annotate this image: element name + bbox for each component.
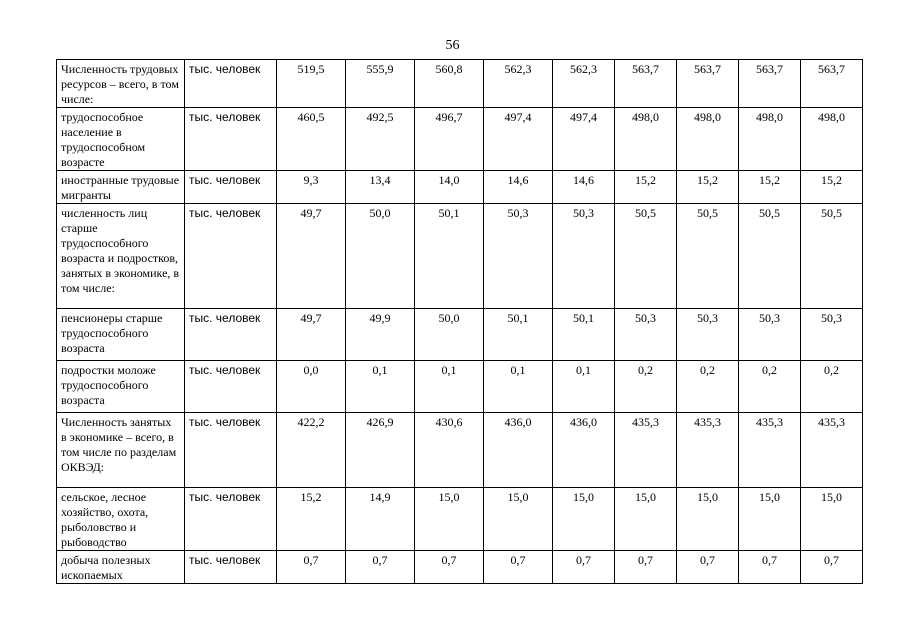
value-cell: 0,7	[739, 551, 801, 584]
value-cell: 15,2	[277, 488, 346, 551]
unit-cell: тыс. человек	[185, 60, 277, 108]
value-cell: 49,7	[277, 309, 346, 361]
unit-cell: тыс. человек	[185, 108, 277, 171]
value-cell: 435,3	[677, 413, 739, 488]
value-cell: 14,6	[553, 171, 615, 204]
page-number: 56	[445, 38, 460, 53]
table-row	[57, 108, 863, 171]
value-cell: 0,1	[346, 361, 415, 413]
value-cell: 498,0	[615, 108, 677, 171]
value-cell: 563,7	[739, 60, 801, 108]
value-cell: 460,5	[277, 108, 346, 171]
table-row	[57, 361, 863, 413]
value-cell: 562,3	[484, 60, 553, 108]
value-cell: 430,6	[415, 413, 484, 488]
unit-cell: тыс. человек	[185, 413, 277, 488]
value-cell: 0,7	[346, 551, 415, 584]
value-cell: 0,1	[553, 361, 615, 413]
value-cell: 15,0	[801, 488, 863, 551]
value-cell: 49,7	[277, 204, 346, 309]
value-cell: 0,7	[615, 551, 677, 584]
value-cell: 435,3	[615, 413, 677, 488]
value-cell: 15,0	[677, 488, 739, 551]
value-cell: 50,3	[801, 309, 863, 361]
value-cell: 50,3	[615, 309, 677, 361]
value-cell: 50,5	[739, 204, 801, 309]
value-cell: 50,0	[415, 309, 484, 361]
value-cell: 15,2	[801, 171, 863, 204]
value-cell: 436,0	[553, 413, 615, 488]
table-row	[57, 551, 863, 584]
value-cell: 498,0	[677, 108, 739, 171]
value-cell: 50,3	[677, 309, 739, 361]
table-row	[57, 488, 863, 551]
indicator-cell: численность лиц старше трудоспособного возраста и подростков, занятых в экономике, в том числе:	[57, 204, 185, 309]
indicator-cell: пенсионеры старше трудоспособного возраста	[57, 309, 185, 361]
value-cell: 14,0	[415, 171, 484, 204]
table-row	[57, 171, 863, 204]
value-cell: 0,7	[677, 551, 739, 584]
value-cell: 15,0	[553, 488, 615, 551]
value-cell: 436,0	[484, 413, 553, 488]
value-cell: 563,7	[615, 60, 677, 108]
value-cell: 492,5	[346, 108, 415, 171]
value-cell: 50,5	[677, 204, 739, 309]
value-cell: 50,3	[484, 204, 553, 309]
value-cell: 0,1	[415, 361, 484, 413]
value-cell: 14,6	[484, 171, 553, 204]
indicator-cell: иностранные трудовые мигранты	[57, 171, 185, 204]
indicator-cell: добыча полезных ископаемых	[57, 551, 185, 584]
value-cell: 0,0	[277, 361, 346, 413]
table-row	[57, 309, 863, 361]
value-cell: 0,7	[484, 551, 553, 584]
value-cell: 426,9	[346, 413, 415, 488]
value-cell: 560,8	[415, 60, 484, 108]
unit-cell: тыс. человек	[185, 309, 277, 361]
value-cell: 15,2	[677, 171, 739, 204]
value-cell: 50,5	[615, 204, 677, 309]
value-cell: 498,0	[739, 108, 801, 171]
value-cell: 563,7	[677, 60, 739, 108]
value-cell: 497,4	[553, 108, 615, 171]
value-cell: 50,0	[346, 204, 415, 309]
value-cell: 435,3	[801, 413, 863, 488]
unit-cell: тыс. человек	[185, 204, 277, 309]
value-cell: 50,1	[484, 309, 553, 361]
value-cell: 13,4	[346, 171, 415, 204]
data-table	[56, 59, 863, 584]
value-cell: 0,7	[277, 551, 346, 584]
unit-cell: тыс. человек	[185, 171, 277, 204]
value-cell: 15,2	[739, 171, 801, 204]
value-cell: 50,5	[801, 204, 863, 309]
table-row	[57, 204, 863, 309]
value-cell: 0,7	[801, 551, 863, 584]
value-cell: 563,7	[801, 60, 863, 108]
value-cell: 15,0	[615, 488, 677, 551]
value-cell: 9,3	[277, 171, 346, 204]
value-cell: 497,4	[484, 108, 553, 171]
value-cell: 14,9	[346, 488, 415, 551]
value-cell: 50,3	[553, 204, 615, 309]
value-cell: 50,1	[415, 204, 484, 309]
table-body	[57, 60, 863, 584]
indicator-cell: сельское, лесное хозяйство, охота, рыболовство и рыбоводство	[57, 488, 185, 551]
table-row	[57, 413, 863, 488]
unit-cell: тыс. человек	[185, 488, 277, 551]
value-cell: 15,2	[615, 171, 677, 204]
value-cell: 562,3	[553, 60, 615, 108]
indicator-cell: подростки моложе трудоспособного возраста	[57, 361, 185, 413]
indicator-cell: трудоспособное население в трудоспособном возрасте	[57, 108, 185, 171]
indicator-cell: Численность занятых в экономике – всего, в том числе по разделам ОКВЭД:	[57, 413, 185, 488]
value-cell: 50,3	[739, 309, 801, 361]
value-cell: 555,9	[346, 60, 415, 108]
value-cell: 498,0	[801, 108, 863, 171]
table-row	[57, 60, 863, 108]
value-cell: 435,3	[739, 413, 801, 488]
value-cell: 496,7	[415, 108, 484, 171]
value-cell: 0,7	[553, 551, 615, 584]
indicator-cell: Численность трудовых ресурсов – всего, в том числе:	[57, 60, 185, 108]
unit-cell: тыс. человек	[185, 551, 277, 584]
value-cell: 15,0	[739, 488, 801, 551]
value-cell: 0,1	[484, 361, 553, 413]
unit-cell: тыс. человек	[185, 361, 277, 413]
value-cell: 0,2	[739, 361, 801, 413]
value-cell: 15,0	[415, 488, 484, 551]
value-cell: 0,2	[677, 361, 739, 413]
value-cell: 422,2	[277, 413, 346, 488]
value-cell: 15,0	[484, 488, 553, 551]
value-cell: 0,2	[801, 361, 863, 413]
value-cell: 50,1	[553, 309, 615, 361]
value-cell: 49,9	[346, 309, 415, 361]
value-cell: 519,5	[277, 60, 346, 108]
value-cell: 0,7	[415, 551, 484, 584]
value-cell: 0,2	[615, 361, 677, 413]
